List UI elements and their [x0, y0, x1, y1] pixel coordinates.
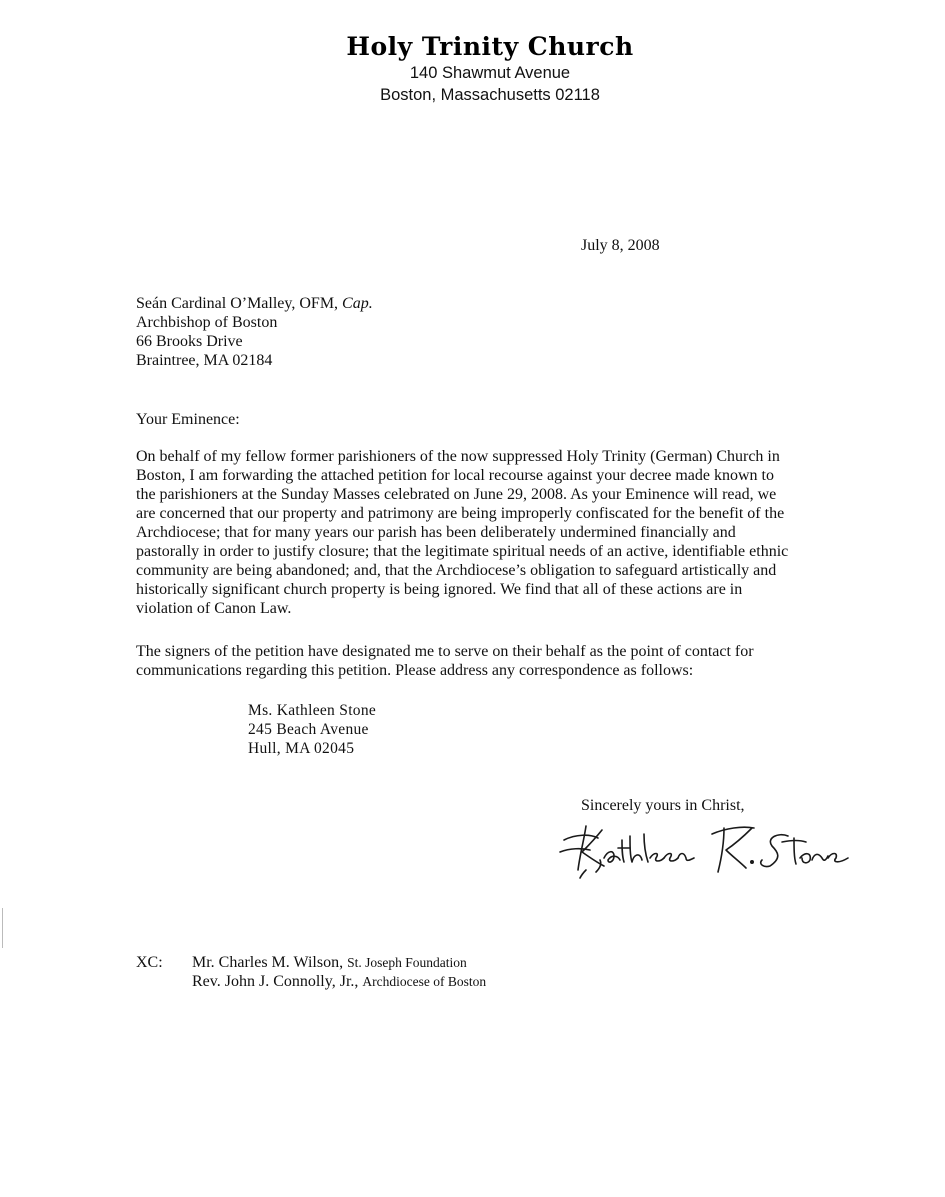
church-city-address: Boston, Massachusetts 02118 — [380, 86, 600, 104]
xc-label: XC: — [136, 954, 163, 971]
contact-city: Hull, MA 02045 — [248, 740, 355, 757]
paragraph-line: Boston, I am forwarding the attached petition for local recourse against your decree made known to — [136, 467, 774, 484]
paragraph-line: communications regarding this petition. Please address any correspondence as follows: — [136, 662, 694, 679]
paragraph-line: On behalf of my fellow former parishioners of the now suppressed Holy Trinity (German) Church in — [136, 448, 780, 465]
paragraph-line: historically significant church property is being ignored. We find that all of these actions are in — [136, 581, 743, 598]
closing: Sincerely yours in Christ, — [581, 797, 745, 814]
church-name: Holy Trinity Church — [346, 32, 634, 61]
recipient-city: Braintree, MA 02184 — [136, 352, 273, 369]
paragraph-line: The signers of the petition have designated me to serve on their behalf as the point of contact for — [136, 643, 754, 660]
xc-recipient-list — [192, 953, 486, 991]
xc-recipient-org: Archdiocese of Boston — [362, 974, 487, 989]
xc-recipient — [192, 972, 486, 991]
xc-recipient — [192, 953, 486, 972]
paragraph-line: community are being abandoned; and, that the Archdiocese’s obligation to safeguard artistically and — [136, 562, 777, 579]
contact-street: 245 Beach Avenue — [248, 721, 369, 738]
recipient-name: Seán Cardinal O’Malley, OFM, — [136, 295, 343, 312]
paragraph-line: are concerned that our property and patrimony are being improperly confiscated for the benefit of the — [136, 505, 785, 522]
paragraph-line: pastorally in order to justify closure; that the legitimate spiritual needs of an active, identifiable ethnic — [136, 543, 789, 560]
body-paragraph-2 — [136, 642, 836, 680]
salutation: Your Eminence: — [136, 411, 240, 428]
xc-recipient-org: St. Joseph Foundation — [347, 955, 467, 970]
recipient-street: 66 Brooks Drive — [136, 333, 243, 350]
church-street-address: 140 Shawmut Avenue — [409, 64, 571, 82]
recipient-name-line — [136, 294, 373, 313]
xc-recipient-name: Mr. Charles M. Wilson, — [192, 954, 348, 971]
recipient-name-suffix: Cap. — [342, 295, 373, 312]
paragraph-line: violation of Canon Law. — [136, 600, 292, 617]
letter-date: July 8, 2008 — [581, 237, 660, 254]
scan-margin-mark — [2, 908, 3, 948]
paragraph-line: Archdiocese; that for many years our parish has been deliberately undermined financially and — [136, 524, 736, 541]
xc-recipient-name: Rev. John J. Connolly, Jr., — [192, 973, 363, 990]
body-paragraph-1 — [136, 447, 836, 618]
paragraph-line: the parishioners at the Sunday Masses celebrated on June 29, 2008. As your Eminence will read, we — [136, 486, 777, 503]
contact-name: Ms. Kathleen Stone — [248, 702, 377, 719]
signature-image — [556, 818, 856, 882]
recipient-title: Archbishop of Boston — [136, 314, 278, 331]
